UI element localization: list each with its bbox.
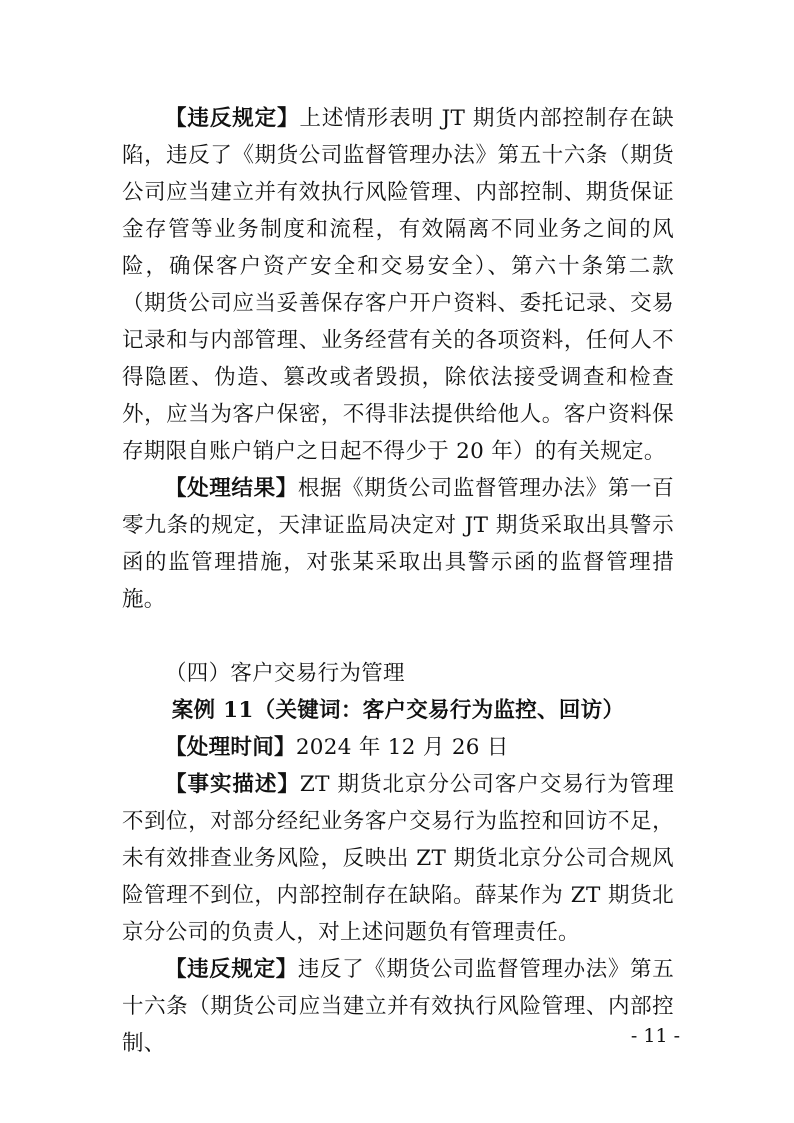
paragraph-text-case-violation: 违反了《期货公司监督管理办法》第五十六条（期货公司应当建立并有效执行风险管理、内部控制、: [122, 957, 674, 1056]
paragraph-lead-result: 【处理结果】: [165, 476, 298, 501]
paragraph-text-result: 根据《期货公司监督管理办法》第一百零九条的规定，天津证监局决定对 JT 期货采取出具警示函的监管理措施，对张某采取出具警示函的监督管理措施。: [122, 476, 674, 612]
paragraph-lead-violation: 【违反规定】: [165, 106, 300, 131]
paragraph-lead-handling-time: 【处理时间】: [165, 735, 296, 760]
paragraph-text-violation: 上述情形表明 JT 期货内部控制存在缺陷，违反了《期货公司监督管理办法》第五十六条（期货公司应当建立并有效执行风险管理、内部控制、期货保证金存管等业务制度和流程，有效隔离不同业务之间的风险，确保客户资产安全和交易安全）、第六十条第二款（期货公司应当妥善保存客户开户资料、委托记录、交易记录和与内部管理、业务经营有关的各项资料，任何人不得隐匿、伪造、篡改或者毁损，除依法接受调查和检查外，应当为客户保密，不得非法提供给他人。客户资料保存期限自账户销户之日起不得少于 20 年）的有关规定。: [122, 106, 674, 464]
paragraph-spacer: [122, 618, 674, 655]
page-number: - 11 -: [630, 1025, 680, 1047]
document-body: [122, 100, 674, 1062]
paragraph-lead-facts: 【事实描述】: [165, 772, 300, 797]
paragraph-text-handling-time: 2024 年 12 月 26 日: [295, 735, 509, 760]
section-heading: （四）客户交易行为管理: [165, 661, 405, 686]
paragraph-text-facts: ZT 期货北京分公司客户交易行为管理不到位，对部分经纪业务客户交易行为监控和回访不足，未有效排查业务风险，反映出 ZT 期货北京分公司合规风险管理不到位，内部控制存在缺陷。薛某作为 ZT 期货北京分公司的负责人，对上述问题负有管理责任。: [122, 772, 674, 945]
paragraph-facts: [122, 766, 674, 951]
case-title: 案例 11（关键词：客户交易行为监控、回访）: [171, 698, 625, 723]
paragraph-result: [122, 470, 674, 618]
paragraph-handling-time: [122, 729, 674, 766]
paragraph-violation: [122, 100, 674, 470]
paragraph-lead-case-violation: 【违反规定】: [165, 957, 298, 982]
paragraph-case-violation: [122, 951, 674, 1062]
